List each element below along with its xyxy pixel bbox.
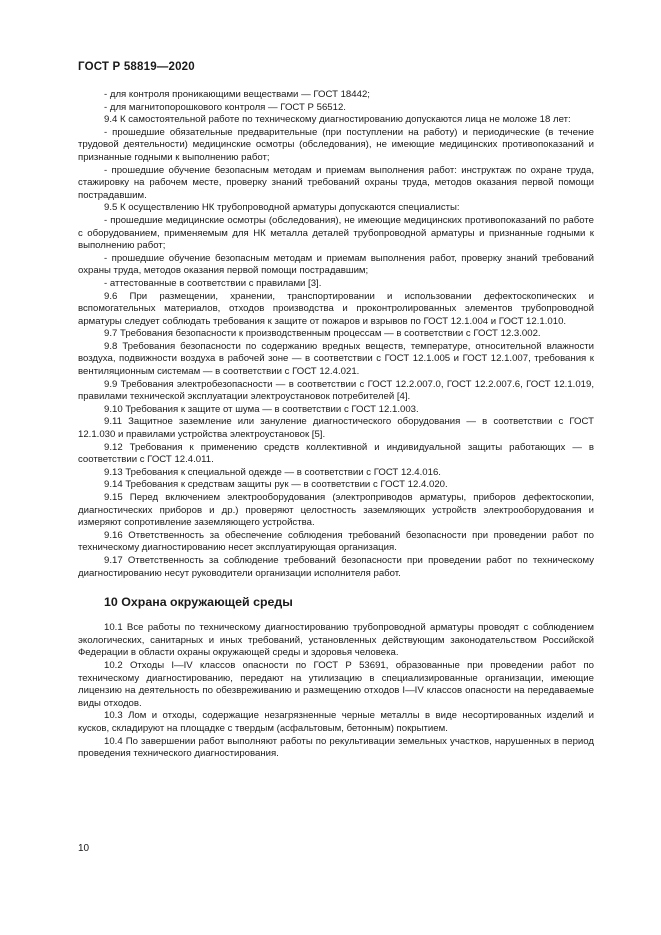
section-title: 10 Охрана окружающей среды <box>104 595 293 610</box>
document-header: ГОСТ Р 58819—2020 <box>78 61 195 73</box>
safety-requirements-text <box>78 89 594 580</box>
page-body <box>78 89 594 761</box>
paragraph: - прошедшие обязательные предварительные (при поступлении на работу) и периодические (в течение трудовой деятельности) медицинские осмотры (обследования), не имеющие медицинских противопоказаний и признанные годными к выполнению работ; <box>78 126 594 163</box>
paragraph: 10.3 Лом и отходы, содержащие незагрязненные черные металлы в виде несортированных изделий и кусков, складируют на площадке с твердым (асфальтовым, бетонным) покрытием. <box>78 710 594 734</box>
paragraph: 9.6 При размещении, хранении, транспортировании и использовании дефектоскопических и вспомогательных материалов, отходов производства и проконтролированных элементов трубопроводной арматуры следует соблюдать требования к защите от пожаров и взрывов по ГОСТ 12.1.004 и ГОСТ 12.1.010. <box>78 290 594 327</box>
environment-section-text <box>78 622 594 761</box>
paragraph: 9.11 Защитное заземление или зануление диагностического оборудования — в соответствии с ГОСТ 12.1.030 и правилами устройства электроустановок [5]. <box>78 416 594 441</box>
paragraph: 9.8 Требования безопасности по содержанию вредных веществ, температуре, относительной влажности воздуха, подвижности воздуха в рабочей зоне — в соответствии с ГОСТ 12.1.005 и ГОСТ 12.1.007, требования к вентиляционным системам — в соответствии с ГОСТ 12.4.021. <box>78 340 594 378</box>
paragraph: 9.13 Требования к специальной одежде — в соответствии с ГОСТ 12.4.016. <box>104 466 441 478</box>
paragraph: 10.1 Все работы по техническому диагностированию трубопроводной арматуры проводят с соблюдением экологических, санитарных и иных требований, установленных действующим законодательством Российской Федерации в области охраны окружающей среды и здоровья человека. <box>78 622 594 659</box>
paragraph: 9.9 Требования электробезопасности — в соответствии с ГОСТ 12.2.007.0, ГОСТ 12.2.007.6, ГОСТ 12.1.019, правилами технической эксплуатации электроустановок потребителей [4]. <box>78 378 594 403</box>
paragraph: 9.10 Требования к защите от шума — в соответствии с ГОСТ 12.1.003. <box>104 403 419 415</box>
paragraph: - аттестованные в соответствии с правилами [3]. <box>104 277 322 289</box>
paragraph: 9.5 К осуществлению НК трубопроводной арматуры допускаются специалисты: <box>104 202 460 214</box>
paragraph: - прошедшие обучение безопасным методам и приемам выполнения работ: инструктаж по охране труда, стажировку на рабочем месте, проверку знаний требований охраны труда, методов оказания первой помощи пострадавшим. <box>78 164 594 201</box>
paragraph: 9.14 Требования к средствам защиты рук — в соответствии с ГОСТ 12.4.020. <box>104 479 448 491</box>
paragraph: 9.12 Требования к применению средств коллективной и индивидуальной защиты работающих — в соответствии с ГОСТ 12.4.011. <box>78 441 594 466</box>
paragraph: - прошедшие медицинские осмотры (обследования), не имеющие медицинских противопоказаний по работе с оборудованием, применяемым для НК металла деталей трубопроводной арматуры и признанные годными к выполнению работ; <box>78 214 594 252</box>
paragraph: 10.4 По завершении работ выполняют работы по рекультивации земельных участков, нарушенных в период проведения технического диагностирования. <box>78 735 594 760</box>
paragraph: - для магнитопорошкового контроля — ГОСТ Р 56512. <box>104 101 346 113</box>
paragraph: 10.2 Отходы I—IV классов опасности по ГОСТ Р 53691, образованные при проведении работ по техническому диагностированию, передают на утилизацию в специализированные организации, имеющие лицензию на деятельность по обезвреживанию и размещению отходов I—IV классов опасности на передаваемые виды отходов. <box>78 659 594 709</box>
paragraph: - для контроля проникающими веществами — ГОСТ 18442; <box>104 89 370 100</box>
paragraph: 9.16 Ответственность за обеспечение соблюдения требований безопасности при проведении работ по техническому диагностированию несет эксплуатирующая организация. <box>78 529 594 554</box>
paragraph: 9.17 Ответственность за соблюдение требований безопасности при проведении работ по техническому диагностированию несут руководители организации исполнителя работ. <box>78 554 594 579</box>
paragraph: 9.15 Перед включением электрооборудования (электроприводов арматуры, приборов дефектоскопии, диагностических приборов и др.) проверяют целостность заземляющих устройств электрооборудования и измеряют сопротивление заземляющего устройства. <box>78 492 594 529</box>
page-number: 10 <box>78 843 90 854</box>
paragraph: 9.4 К самостоятельной работе по техническому диагностированию допускаются лица не моложе 18 лет: <box>104 114 571 126</box>
paragraph: - прошедшие обучение безопасным методам и приемам выполнения работ, проверку знаний требований охраны труда, методов оказания первой помощи пострадавшим; <box>78 252 594 277</box>
paragraph: 9.7 Требования безопасности к производственным процессам — в соответствии с ГОСТ 12.3.002. <box>104 328 541 340</box>
